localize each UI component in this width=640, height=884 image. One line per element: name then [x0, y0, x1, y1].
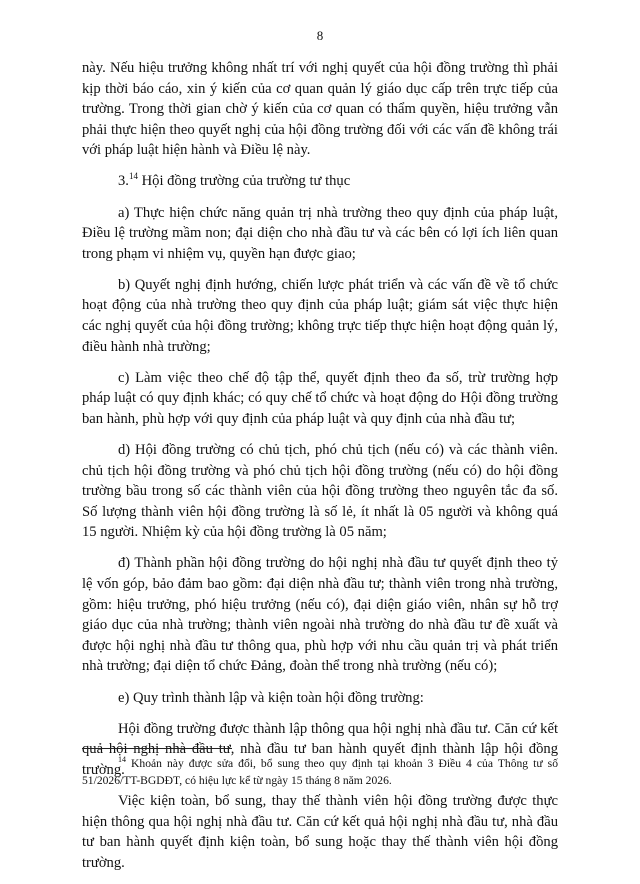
clause-e-establishment: Hội đồng trường được thành lập thông qua hội nghị nhà đầu tư. Căn cứ kết quả hội nghị nhà đầu tư, nhà đầu tư ban hành quyết định thành lập hội đồng trường. [82, 720, 558, 778]
section-heading [82, 171, 558, 192]
footnote-reference[interactable]: 14 [128, 171, 138, 182]
footnote-text: Khoản này được sửa đổi, bổ sung theo quy định tại khoản 3 Điều 4 của Thông tư số 51/2026/TT-BGDĐT, có hiệu lực kể từ ngày 15 tháng 8 năm 2026. [82, 757, 558, 787]
footnote-marker: 14 [118, 755, 126, 765]
clause-d: d) Hội đồng trường có chủ tịch, phó chủ tịch (nếu có) và các thành viên. chủ tịch hội đồng trường và phó chủ tịch hội đồng trường (nếu có) do hội đồng trường bầu trong số các thành viên của hội đồng trường theo nguyên tắc đa số. Số lượng thành viên hội đồng trường là số lẻ, ít nhất là 05 người và không quá 15 người. Nhiệm kỳ của hội đồng trường là 05 năm; [82, 442, 558, 541]
clause-e: e) Quy trình thành lập và kiện toàn hội đồng trường: [118, 689, 424, 706]
footnote-divider [82, 748, 232, 749]
clause-a: a) Thực hiện chức năng quản trị nhà trường theo quy định của pháp luật, Điều lệ trường mầm non; đại diện cho nhà đầu tư và các bên có lợi ích liên quan trong phạm vi nhiệm vụ, quyền hạn được giao; [82, 204, 558, 262]
section-title: Hội đồng trường của trường tư thục [141, 173, 351, 190]
clause-dd: đ) Thành phần hội đồng trường do hội nghị nhà đầu tư quyết định theo tỷ lệ vốn góp, bảo đảm bao gồm: đại diện nhà đầu tư; thành viên trong nhà trường, gồm: hiệu trưởng, phó hiệu trưởng (nếu có), đại diện giáo viên, nhân sự hỗ trợ giáo dục của nhà trường; thành viên ngoài nhà trường do nhà đầu tư đề xuất và được hội nghị nhà đầu tư thông qua, phù hợp với nhu cầu quản trị và phát triển nhà trường; đại diện tổ chức Đảng, đoàn thể trong nhà trường (nếu có); [82, 555, 558, 675]
clause-e-consolidation: Việc kiện toàn, bổ sung, thay thế thành viên hội đồng trường được thực hiện thông qua hội nghị nhà đầu tư. Căn cứ kết quả hội nghị nhà đầu tư, nhà đầu tư ban hành quyết định kiện toàn, bổ sung hoặc thay thế thành viên hội đồng trường. [82, 792, 558, 871]
section-number: 3. [118, 173, 129, 190]
clause-b: b) Quyết nghị định hướng, chiến lược phát triển và các vấn đề về tổ chức hoạt động của nhà trường theo quy định của pháp luật; giám sát việc thực hiện các nghị quyết của hội đồng trường; không trực tiếp thực hiện hoạt động quản lý, điều hành nhà trường; [82, 276, 558, 355]
page-number: 8 [316, 28, 324, 43]
paragraph-continuation: này. Nếu hiệu trưởng không nhất trí với nghị quyết của hội đồng trường thì phải kịp thời báo cáo, xin ý kiến của cơ quan quản lý giáo dục cấp trên trực tiếp của trường. Trong thời gian chờ ý kiến của cơ quan có thẩm quyền, hiệu trưởng vẫn phải thực hiện theo quyết nghị của hội đồng trường đối với các vấn đề không trái với pháp luật hiện hành và Điều lệ này. [82, 60, 558, 159]
footnote [82, 756, 558, 789]
clause-c: c) Làm việc theo chế độ tập thể, quyết định theo đa số, trừ trường hợp pháp luật có quy định khác; có quy chế tổ chức và hoạt động do Hội đồng trường ban hành, phù hợp với quy định của pháp luật và quy định của nhà đầu tư; [82, 369, 558, 427]
